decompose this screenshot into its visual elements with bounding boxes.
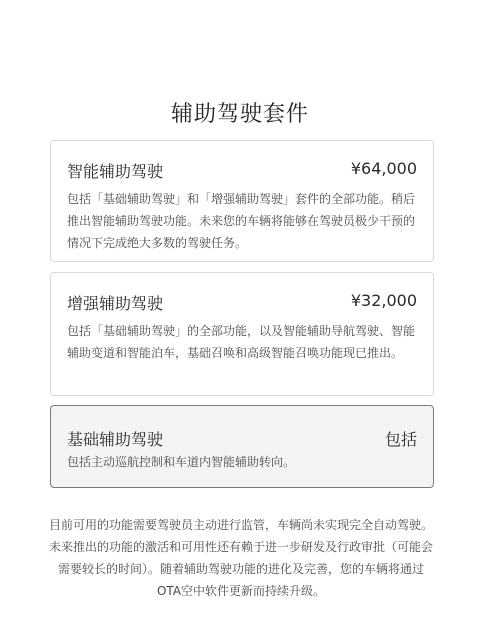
package-description: 包括主动巡航控制和车道内智能辅助转向。 [67,455,296,469]
disclaimer-text: 目前可用的功能需要驾驶员主动进行监管，车辆尚未实现完全自动驾驶。未来推出的功能的激活和可用性还有赖于进一步研发及行政审批（可能会需要较长的时间）。随着辅助驾驶功能的进化及完善，您的车辆将通过OTA空中软件更新而持续升级。 [48,518,433,598]
page-title: 辅助驾驶套件 [170,102,309,127]
package-header [67,159,417,181]
package-included-label: 包括 [384,430,417,449]
package-header [67,291,417,313]
package-price: ¥32,000 [350,291,417,310]
package-option-full-self-driving[interactable] [50,140,434,262]
package-name: 基础辅助驾驶 [67,430,164,449]
package-description: 包括「基础辅助驾驶」的全部功能，以及智能辅助导航驾驶、智能辅助变道和智能泊车，基础召唤和高级智能召唤功能现已推出。 [67,324,416,360]
package-name: 增强辅助驾驶 [67,294,164,313]
package-name: 智能辅助驾驶 [67,162,164,181]
package-header [67,427,417,449]
package-description: 包括「基础辅助驾驶」和「增强辅助驾驶」套件的全部功能。稍后推出智能辅助驾驶功能。未来您的车辆将能够在驾驶员极少干预的情况下完成绝大多数的驾驶任务。 [67,192,416,250]
package-price: ¥64,000 [350,159,417,178]
package-option-enhanced-autopilot[interactable] [50,272,434,396]
package-option-basic-autopilot[interactable] [50,405,434,488]
